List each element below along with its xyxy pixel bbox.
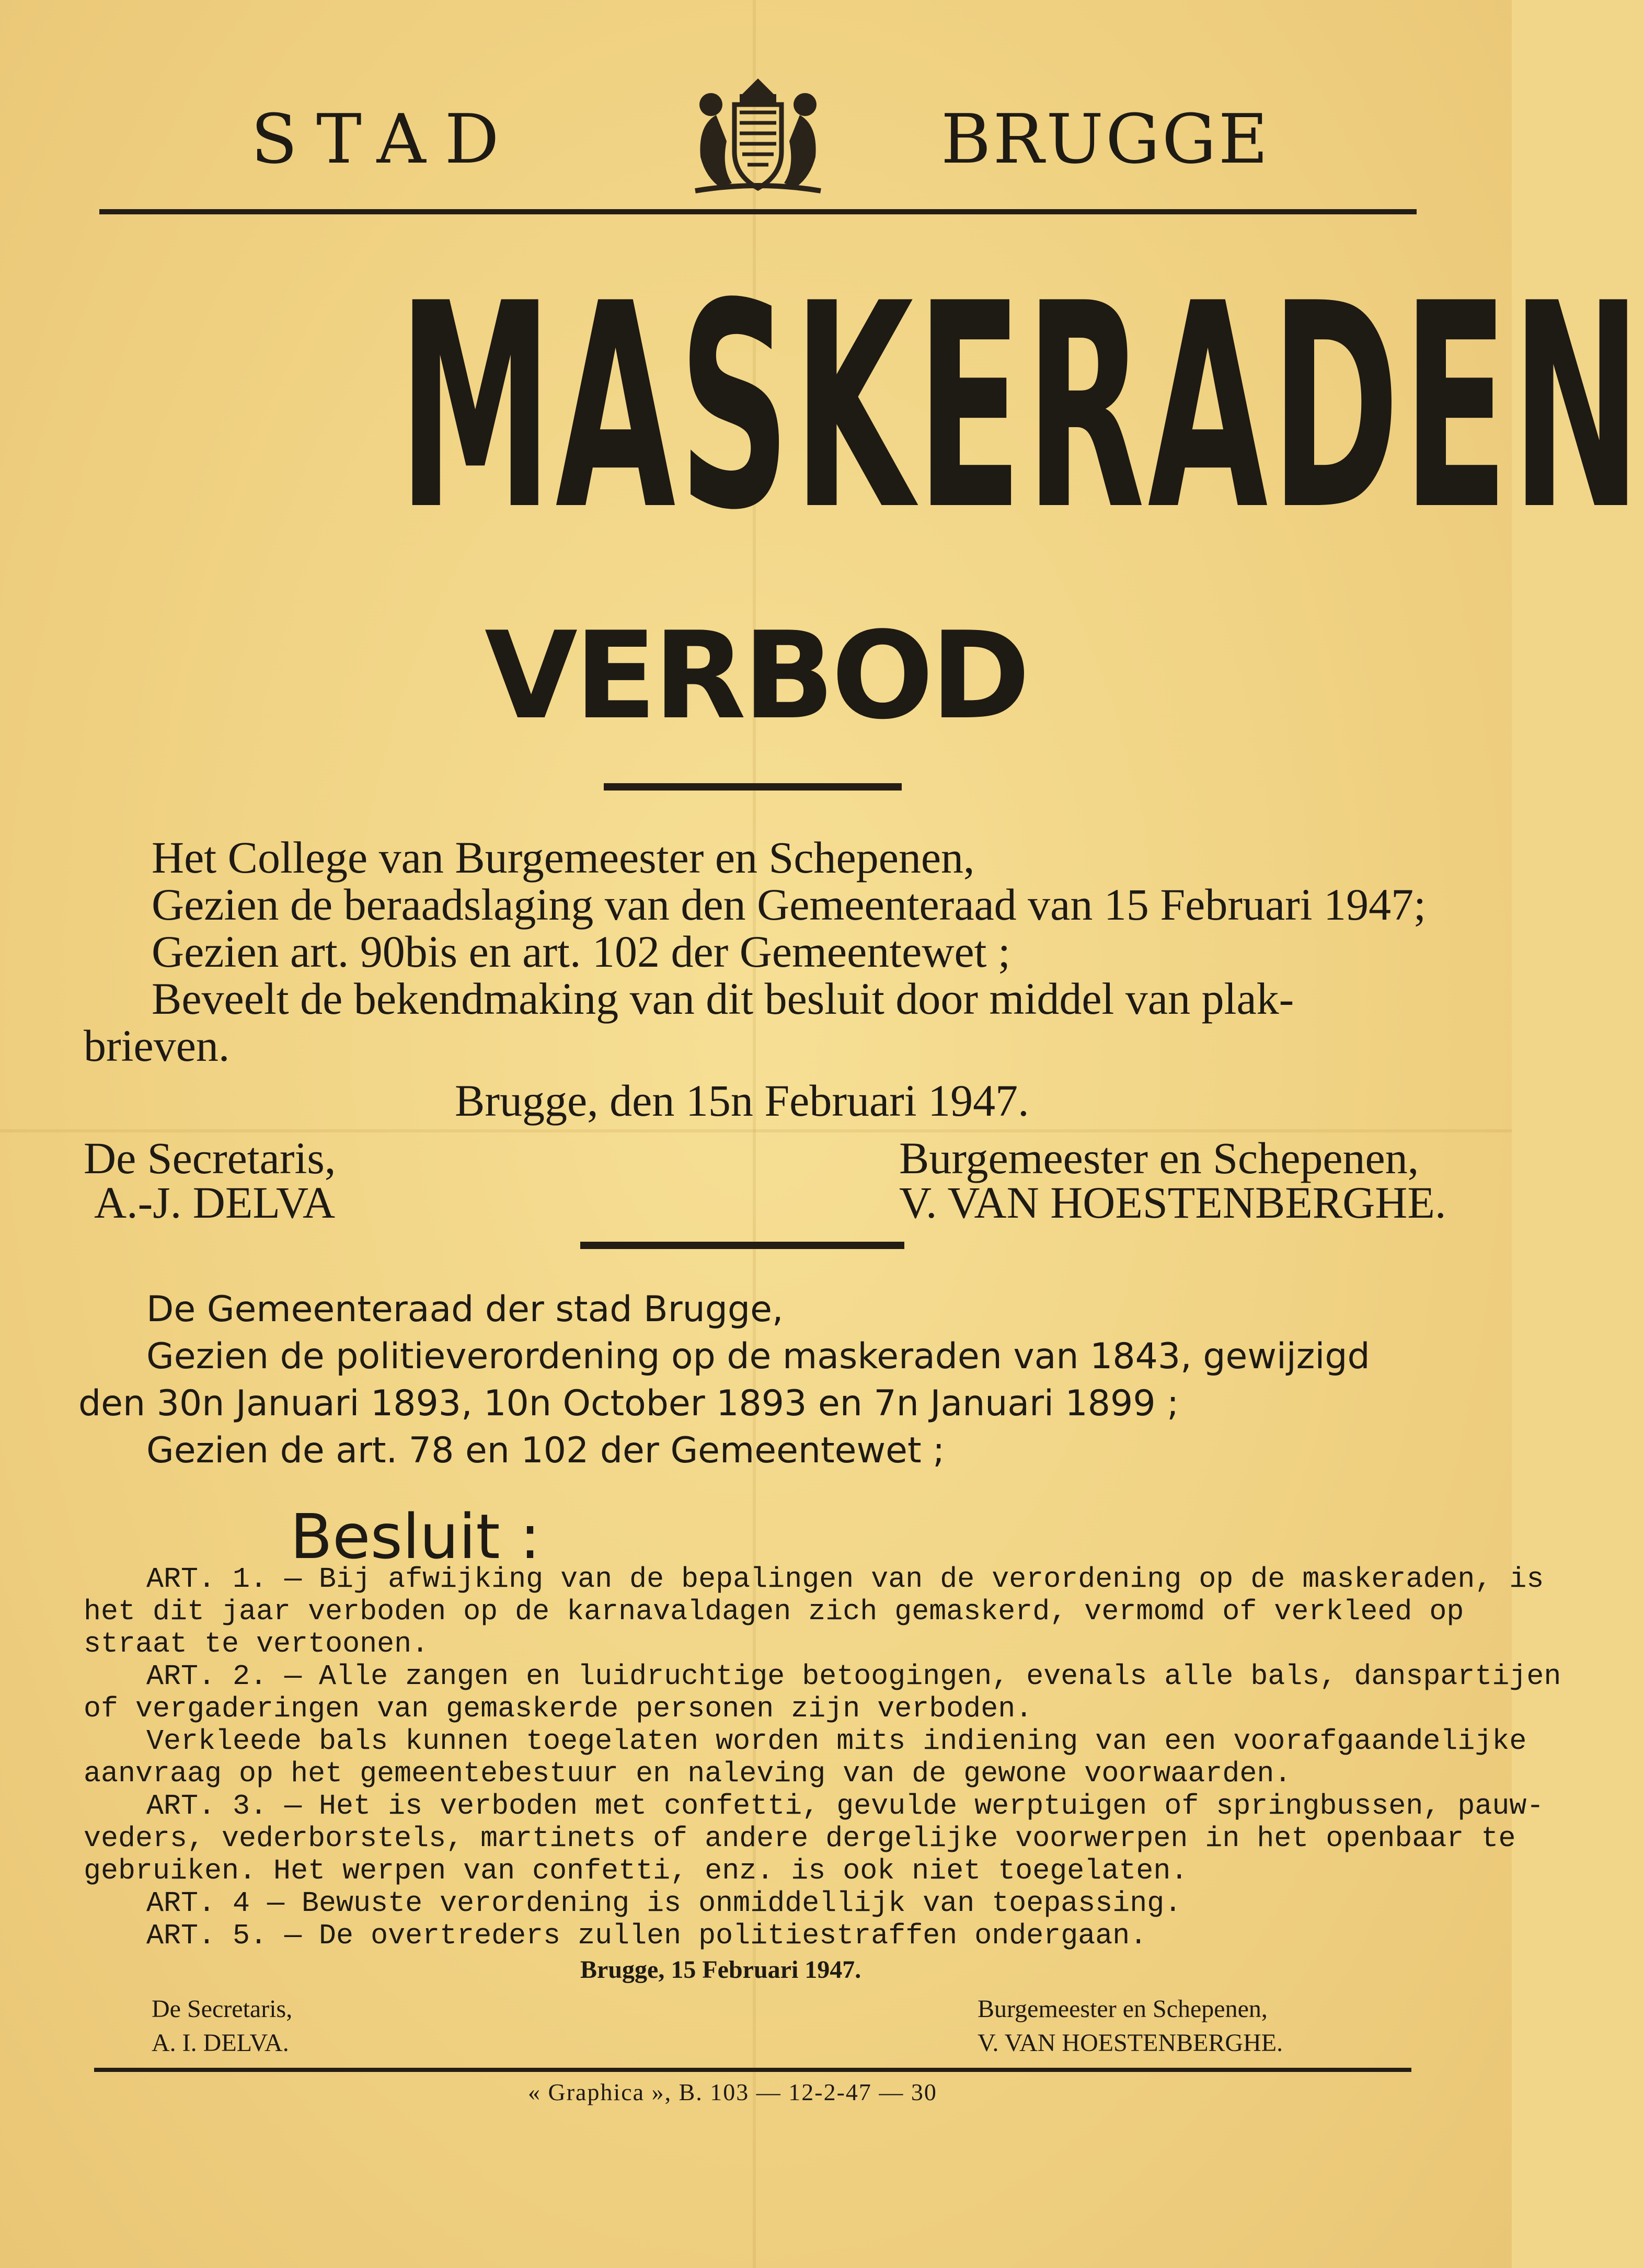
- besluit-heading: Besluit :: [290, 1500, 541, 1573]
- college-sig-left-title: De Secretaris,: [84, 1133, 336, 1183]
- article-line-1: ART. 1. — Bij afwijking van de bepalingen van de verordening op de maskeraden, is: [146, 1563, 1544, 1596]
- college-line-2: Gezien de beraadslaging van den Gemeenteraad van 15 Februari 1947;: [152, 879, 1427, 930]
- raad-line-2: Gezien de politieverordening op de maskeraden van 1843, gewijzigd: [146, 1336, 1370, 1377]
- header-left: STAD: [251, 99, 518, 179]
- article-line-5: of vergaderingen van gemaskerde personen zijn verboden.: [84, 1692, 1033, 1725]
- divider-2: [580, 1242, 904, 1249]
- college-line-1: Het College van Burgemeester en Schepenen,: [152, 832, 975, 883]
- header-right: BRUGGE: [941, 99, 1270, 179]
- raad-line-3: den 30n Januari 1893, 10n October 1893 en 7n Januari 1899 ;: [78, 1383, 1179, 1424]
- college-line-4: Beveelt de bekendmaking van dit besluit door middel van plak-: [152, 973, 1294, 1024]
- signature-date: Brugge, 15 Februari 1947.: [580, 1956, 861, 1984]
- college-line-5: brieven.: [84, 1021, 230, 1071]
- college-sig-right-name: V. VAN HOESTENBERGHE.: [899, 1177, 1446, 1228]
- footer-rule: [94, 2068, 1411, 2072]
- divider-1: [604, 783, 902, 791]
- article-line-11: ART. 4 — Bewuste verordening is onmiddellijk van toepassing.: [146, 1887, 1182, 1920]
- signature-right-title: Burgemeester en Schepenen,: [978, 1995, 1268, 2023]
- article-line-9: veders, vederborstels, martinets of andere dergelijke voorwerpen in het openbaar te: [84, 1822, 1516, 1855]
- printer-footer: « Graphica », B. 103 — 12-2-47 — 30: [528, 2079, 937, 2105]
- college-sig-left-name: A.-J. DELVA: [94, 1177, 336, 1228]
- article-line-12: ART. 5. — De overtreders zullen politiestraffen ondergaan.: [146, 1919, 1147, 1952]
- article-line-7: aanvraag op het gemeentebestuur en naleving van de gewone voorwaarden.: [84, 1757, 1292, 1790]
- poster-subtitle: VERBOD: [485, 606, 1027, 746]
- article-line-8: ART. 3. — Het is verboden met confetti, gevulde werptuigen of springbussen, pauw-: [146, 1790, 1544, 1823]
- poster-title: MASKERADEN: [398, 244, 1644, 572]
- article-line-3: straat te vertoonen.: [84, 1628, 429, 1660]
- raad-line-4: Gezien de art. 78 en 102 der Gemeentewet ;: [146, 1430, 945, 1471]
- raad-line-1: De Gemeenteraad der stad Brugge,: [146, 1289, 784, 1330]
- signature-right-name: V. VAN HOESTENBERGHE.: [978, 2029, 1283, 2057]
- signature-left-name: A. I. DELVA.: [152, 2029, 289, 2057]
- header-rule: [99, 209, 1417, 214]
- fold-crease-horizontal: [0, 1129, 1512, 1132]
- signature-left-title: De Secretaris,: [152, 1995, 293, 2023]
- college-sig-right-title: Burgemeester en Schepenen,: [899, 1133, 1419, 1183]
- bruges-coat-of-arms-icon: [680, 68, 836, 204]
- college-line-3: Gezien art. 90bis en art. 102 der Gemeentewet ;: [152, 926, 1010, 977]
- college-date: Brugge, den 15n Februari 1947.: [455, 1075, 1029, 1126]
- article-line-6: Verkleede bals kunnen toegelaten worden mits indiening van een voorafgaandelijke: [146, 1725, 1527, 1758]
- article-line-4: ART. 2. — Alle zangen en luidruchtige betoogingen, evenals alle bals, danspartijen: [146, 1660, 1561, 1693]
- article-line-10: gebruiken. Het werpen van confetti, enz. is ook niet toegelaten.: [84, 1854, 1188, 1887]
- article-line-2: het dit jaar verboden op de karnavaldagen zich gemaskerd, vermomd of verkleed op: [84, 1595, 1464, 1628]
